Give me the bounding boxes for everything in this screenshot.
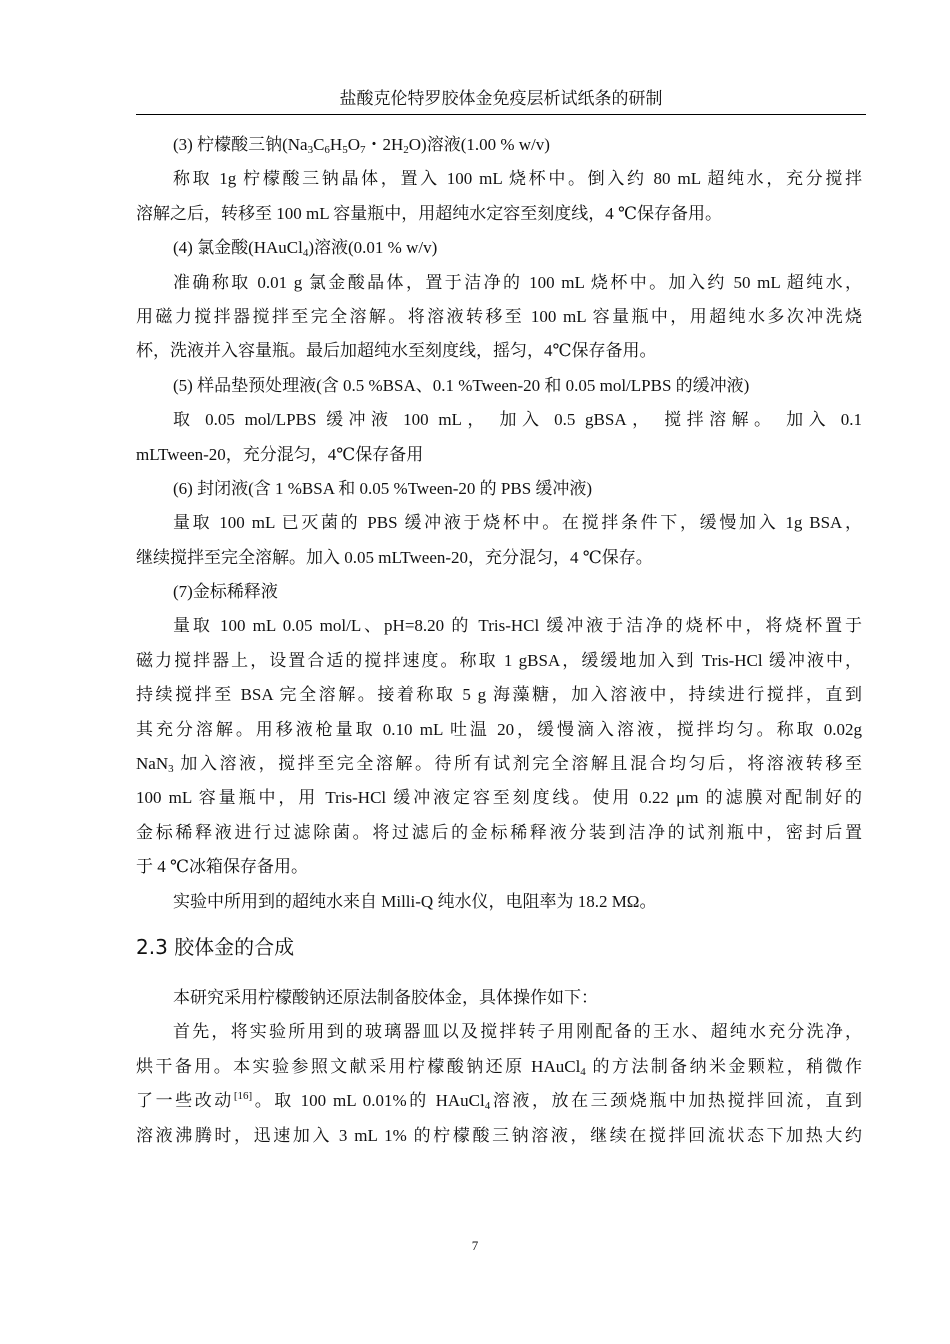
- running-header: 盐酸克伦特罗胶体金免疫层析试纸条的研制: [136, 84, 866, 115]
- item-6-text-line: 继续搅拌至完全溶解。加入 0.05 mLTween-20，充分混匀，4 ℃保存。: [136, 547, 653, 567]
- item-4-text-line: 杯，洗液并入容量瓶。最后加超纯水至刻度线，摇匀，4℃保存备用。: [136, 341, 657, 361]
- page-number: 7: [471, 1238, 479, 1253]
- water-note: 实验中所用到的超纯水来自 Milli-Q 纯水仪，电阻率为 18.2 MΩ。: [173, 891, 657, 911]
- item-4-text-line: 用磁力搅拌器搅拌至完全溶解。将溶液转移至 100 mL 容量瓶中，用超纯水多次冲洗烧: [136, 306, 862, 326]
- item-3-text-line: 溶解之后，转移至 100 mL 容量瓶中，用超纯水定容至刻度线，4 ℃保存备用。: [136, 203, 722, 223]
- section-text-line: 首先，将实验所用到的玻璃器皿以及搅拌转子用刚配备的王水、超纯水充分洗净，: [173, 1022, 862, 1042]
- item-6-title: (6) 封闭液(含 1 %BSA 和 0.05 %Tween-20 的 PBS 缓冲液): [173, 478, 593, 498]
- page-body: [136, 128, 862, 1153]
- item-3-title: (3) 柠檬酸三钠($Na_3C_6H_5O_7$・$2H_2O$)溶液(1.00 % w/v): [173, 135, 550, 156]
- item-7-text-line: NaN$_3$ 加入溶液，搅拌至完全溶解。待所有试剂完全溶解且混合均匀后，将溶液转移至: [136, 754, 862, 776]
- section-text-line: 烘干备用。本实验参照文献采用柠檬酸钠还原 HAuCl$_4$ 的方法制备纳米金颗粒，稍微作: [136, 1056, 862, 1078]
- section-intro: 本研究采用柠檬酸钠还原法制备胶体金，具体操作如下：: [173, 987, 598, 1007]
- item-5-text-line: 取 0.05 mol/LPBS 缓冲液 100 mL， 加入 0.5 gBSA， 搅拌溶解。 加入 0.1: [173, 410, 862, 430]
- section-text-line: 溶液沸腾时，迅速加入 3 mL 1% 的柠檬酸三钠溶液，继续在搅拌回流状态下加热大约: [136, 1125, 862, 1145]
- item-7-text-line: 其充分溶解。用移液枪量取 0.10 mL 吐温 20，缓慢滴入溶液，搅拌均匀。称取 0.02g: [136, 719, 862, 739]
- item-7-title: (7)金标稀释液: [173, 582, 278, 602]
- item-7-text-line: 金标稀释液进行过滤除菌。将过滤后的金标稀释液分装到洁净的试剂瓶中，密封后置: [136, 822, 862, 842]
- item-5-text-line: mLTween-20，充分混匀，4℃保存备用: [136, 444, 424, 464]
- citation-ref: [16]: [233, 1090, 253, 1103]
- item-6-text-line: 量取 100 mL 已灭菌的 PBS 缓冲液于烧杯中。在搅拌条件下，缓慢加入 1g BSA，: [173, 513, 862, 533]
- section-heading: 2.3 胶体金的合成: [136, 934, 295, 959]
- item-3-text-line: 称取 1g 柠檬酸三钠晶体，置入 100 mL 烧杯中。倒入约 80 mL 超纯水，充分搅拌: [173, 169, 862, 189]
- item-7-text-line: 于 4 ℃冰箱保存备用。: [136, 857, 309, 877]
- item-7-text-line: 持续搅拌至 BSA 完全溶解。接着称取 5 g 海藻糖，加入溶液中，持续进行搅拌，直到: [136, 685, 862, 705]
- item-7-text-line: 量取 100 mL 0.05 mol/L、pH=8.20 的 Tris-HCl 缓冲液于洁净的烧杯中，将烧杯置于: [173, 616, 862, 636]
- item-4-text-line: 准确称取 0.01 g 氯金酸晶体，置于洁净的 100 mL 烧杯中。加入约 50 mL 超纯水，: [173, 272, 862, 292]
- item-7-text-line: 磁力搅拌器上，设置合适的搅拌速度。称取 1 gBSA，缓缓地加入到 Tris-HCl 缓冲液中，: [136, 650, 862, 670]
- item-5-title: (5) 样品垫预处理液(含 0.5 %BSA、0.1 %Tween-20 和 0.05 mol/LPBS 的缓冲液): [173, 375, 750, 395]
- item-4-title: (4) 氯金酸(HAuCl$_4$)溶液(0.01 % w/v): [173, 238, 438, 260]
- section-text-line: 了一些改动[16]。取 100 mL 0.01%的 HAuCl$_4$溶液，放在三颈烧瓶中加热搅拌回流，直到: [136, 1090, 862, 1113]
- item-7-text-line: 100 mL 容量瓶中，用 Tris-HCl 缓冲液定容至刻度线。使用 0.22 μm 的滤膜对配制好的: [136, 788, 862, 808]
